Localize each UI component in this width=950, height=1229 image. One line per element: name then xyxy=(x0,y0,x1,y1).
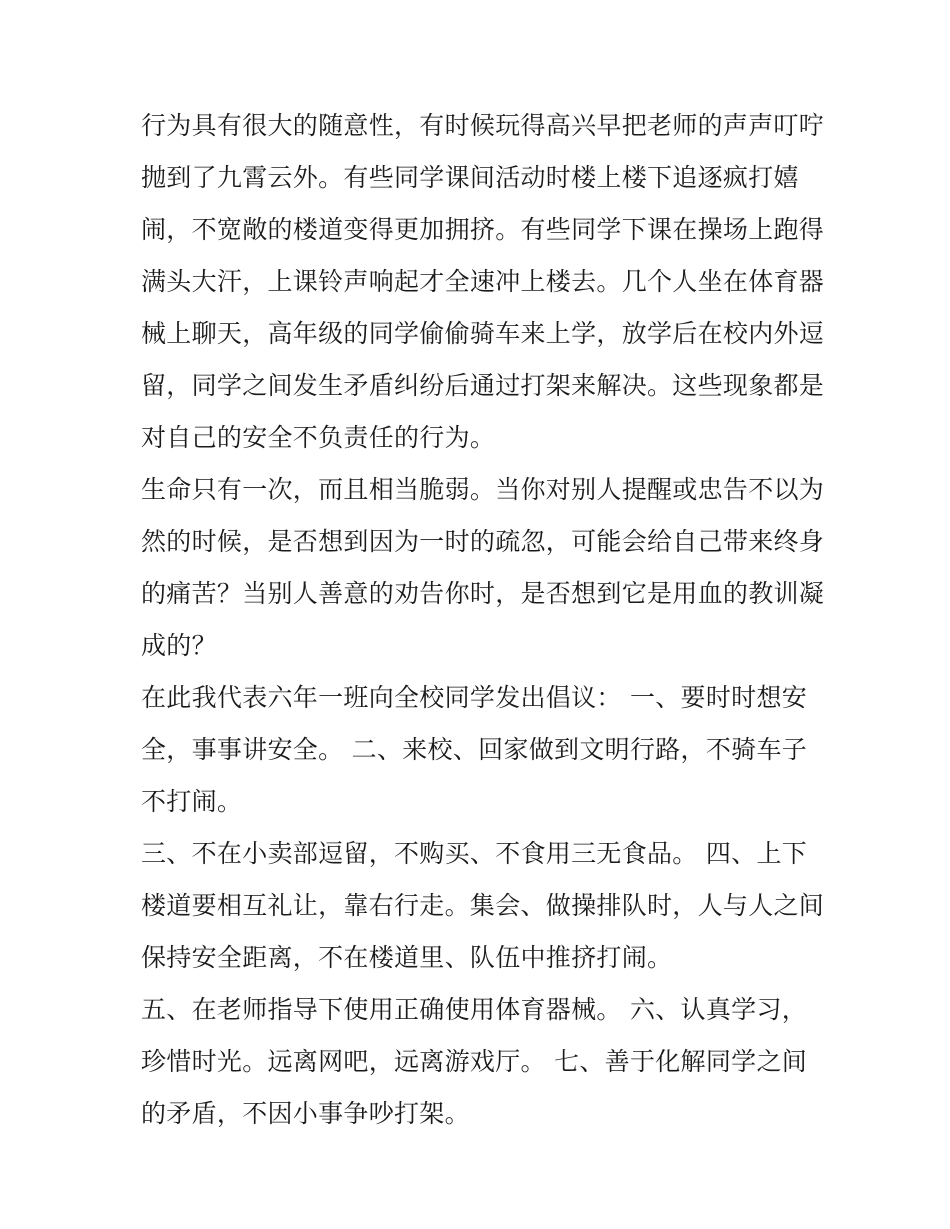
text-line: 的矛盾，不因小事争吵打架。 xyxy=(141,1099,470,1128)
text-line: 对自己的安全不负责任的行为。 xyxy=(141,423,496,452)
text-line: 五、在老师指导下使用正确使用体育器械。 六、认真学习， xyxy=(141,995,808,1024)
text-line: 珍惜时光。远离网吧，远离游戏厅。 七、善于化解同学之间 xyxy=(141,1047,808,1076)
text-line: 保持安全距离，不在楼道里、队伍中推挤打闹。 xyxy=(141,943,673,972)
text-line: 成的？ xyxy=(141,631,217,660)
text-line: 闹，不宽敞的楼道变得更加拥挤。有些同学下课在操场上跑得 xyxy=(141,215,825,244)
text-line: 全，事事讲安全。 二、来校、回家做到文明行路，不骑车子 xyxy=(141,735,808,764)
text-line: 不打闹。 xyxy=(141,787,243,816)
document-body xyxy=(141,100,825,1140)
text-line: 行为具有很大的随意性，有时候玩得高兴早把老师的声声叮咛 xyxy=(141,111,825,140)
text-line: 在此我代表六年一班向全校同学发出倡议： 一、要时时想安 xyxy=(141,683,808,712)
text-line: 留，同学之间发生矛盾纠纷后通过打架来解决。这些现象都是 xyxy=(141,371,825,400)
text-line: 满头大汗，上课铃声响起才全速冲上楼去。几个人坐在体育器 xyxy=(141,267,825,296)
text-line: 抛到了九霄云外。有些同学课间活动时楼上楼下追逐疯打嬉 xyxy=(141,163,799,192)
text-line: 楼道要相互礼让，靠右行走。集会、做操排队时，人与人之间 xyxy=(141,891,825,920)
text-line: 生命只有一次，而且相当脆弱。当你对别人提醒或忠告不以为 xyxy=(141,475,825,504)
text-line: 三、不在小卖部逗留，不购买、不食用三无食品。 四、上下 xyxy=(141,839,808,868)
text-line: 的痛苦？当别人善意的劝告你时，是否想到它是用血的教训凝 xyxy=(141,579,825,608)
text-line: 然的时候，是否想到因为一时的疏忽，可能会给自己带来终身 xyxy=(141,527,825,556)
text-line: 械上聊天，高年级的同学偷偷骑车来上学，放学后在校内外逗 xyxy=(141,319,825,348)
